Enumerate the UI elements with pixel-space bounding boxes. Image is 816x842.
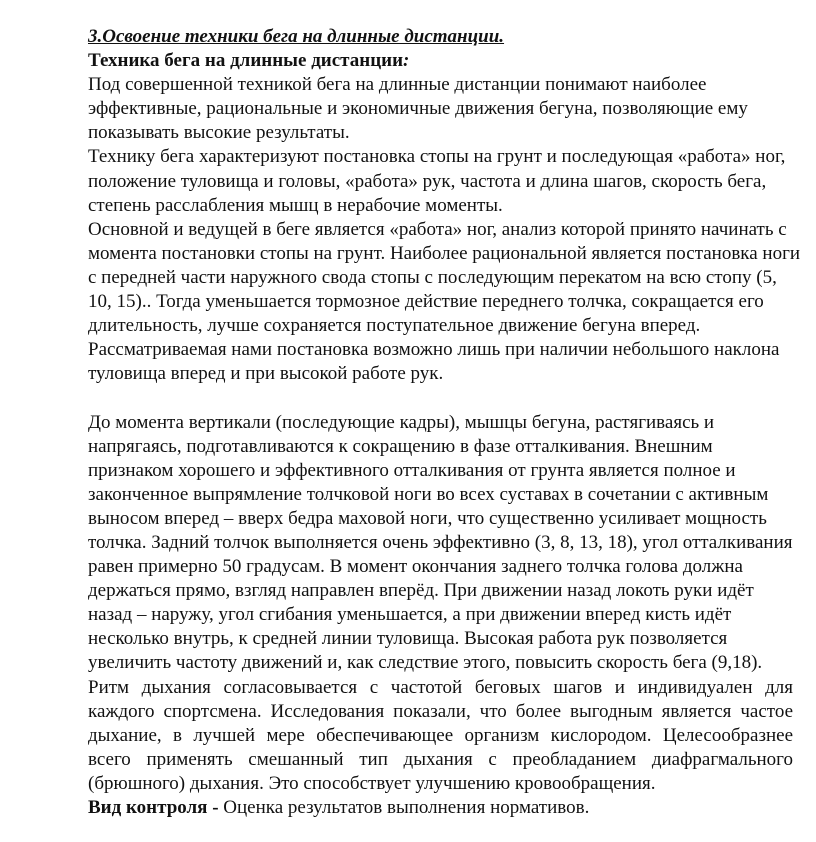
text-line: степень расслабления мышц в нерабочие моменты. xyxy=(88,194,503,216)
text-line: длительность, лучше сохраняется поступательное движение бегуна вперед. xyxy=(88,315,701,337)
text-line: законченное выпрямление толчковой ноги во всех суставах в сочетании с активным xyxy=(88,483,769,505)
text-line: эффективные, рациональные и экономичные движения бегуна, позволяющие ему xyxy=(88,98,748,120)
text-line: 10, 15).. Тогда уменьшается тормозное действие переднего толчка, сокращается его xyxy=(88,291,764,313)
text-line: всего применять смешанный тип дыхания с преобладанием диафрагмального xyxy=(88,748,793,770)
text-line: (брюшного) дыхания. Это способствует улучшению кровообращения. xyxy=(88,772,656,794)
text-line: несколько внутрь, к средней линии туловища. Высокая работа рук позволяется xyxy=(88,628,728,650)
text-line: туловища вперед и при высокой работе рук. xyxy=(88,363,444,385)
text-line: Технику бега характеризуют постановка стопы на грунт и последующая «работа» ног, xyxy=(88,146,786,168)
paragraph-spacer xyxy=(88,386,793,410)
technique-subheading xyxy=(88,49,793,73)
text-line: напрягаясь, подготавливаются к сокращению в фазе отталкивания. Внешним xyxy=(88,435,713,457)
paragraph-characteristics xyxy=(88,145,793,217)
text-line: Под совершенной техникой бега на длинные дистанции понимают наиболее xyxy=(88,74,707,96)
subheading-colon: : xyxy=(403,50,410,72)
subheading-label: Техника бега на длинные дистанции xyxy=(88,50,404,72)
section-heading: 3.Освоение техники бега на длинные дистанции. xyxy=(88,26,505,47)
text-line: увеличить частоту движений и, как следствие этого, повысить скорость бега (9,18). xyxy=(88,652,763,674)
text-line: момента постановки стопы на грунт. Наиболее рациональной является постановка ноги xyxy=(88,242,801,264)
text-line: Основной и ведущей в беге является «работа» ног, анализ которой принято начинать с xyxy=(88,218,787,240)
text-line: положение туловища и головы, «работа» рук, частота и длина шагов, скорость бега, xyxy=(88,170,767,192)
text-line: признаком хорошего и эффективного отталкивания от грунта является полное и xyxy=(88,459,736,481)
document-body xyxy=(88,25,801,820)
text-line: держаться прямо, взгляд направлен вперёд. При движении назад локоть руки идёт xyxy=(88,580,754,602)
control-text: Оценка результатов выполнения нормативов. xyxy=(218,797,590,818)
text-line: Рассматриваемая нами постановка возможно лишь при наличии небольшого наклона xyxy=(88,339,780,361)
text-line: дыхание, в лучшей мере обеспечивающее организм кислородом. Целесообразнее xyxy=(88,724,793,746)
control-label: Вид контроля - xyxy=(88,797,219,818)
text-line: выносом вперед – вверх бедра маховой ноги, что существенно усиливает мощность xyxy=(88,507,767,529)
text-line: показывать высокие результаты. xyxy=(88,122,350,144)
control-line xyxy=(88,796,793,820)
paragraph-breathing xyxy=(88,676,793,796)
text-line: До момента вертикали (последующие кадры), мышцы бегуна, растягиваясь и xyxy=(88,411,715,433)
paragraph-push-off xyxy=(88,411,793,676)
text-line: с передней части наружного свода стопы с последующим перекатом на всю стопу (5, xyxy=(88,266,777,288)
text-line: равен примерно 50 градусам. В момент окончания заднего толчка голова должна xyxy=(88,556,743,578)
paragraph-leg-work xyxy=(88,218,801,387)
text-line: толчка. Задний толчок выполняется очень эффективно (3, 8, 13, 18), угол отталкивания xyxy=(88,531,793,553)
text-line: Ритм дыхания согласовывается с частотой беговых шагов и индивидуален для xyxy=(88,676,793,698)
text-line: назад – наружу, угол сгибания уменьшается, а при движении вперед кисть идёт xyxy=(88,604,732,626)
paragraph-definition xyxy=(88,73,793,145)
text-line: каждого спортсмена. Исследования показали, что более выгодным является частое xyxy=(88,700,793,722)
